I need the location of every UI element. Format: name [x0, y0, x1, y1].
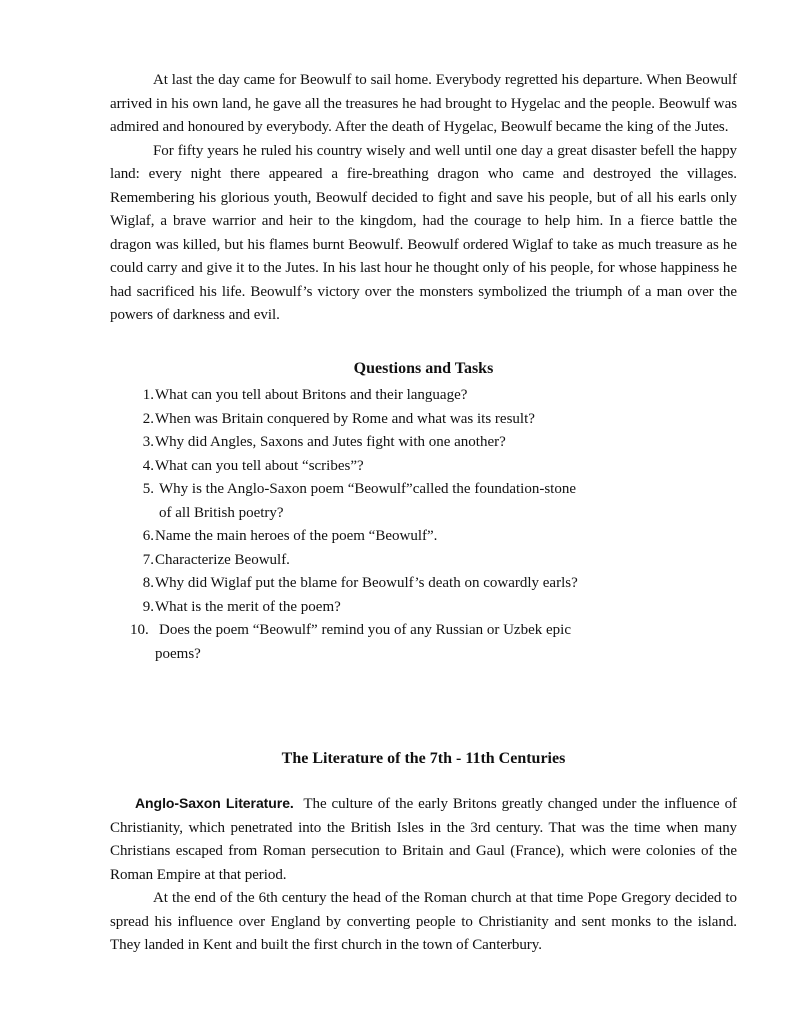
list-item — [110, 455, 590, 479]
question-number: 7. — [142, 551, 154, 568]
question-text: What is the merit of the poem? — [155, 598, 341, 615]
question-text: What can you tell about “scribes”? — [155, 457, 364, 474]
paragraph-dragon: For fifty years he ruled his country wisely and well until one day a great disaster befell the happy land: every night there appeared a fire-breathing dragon who came and destroyed the villages. Remembering his glorious youth, Beowulf decided to fight and save his people, but of all his earls only Wiglaf, a brave warrior and heir to the kingdom, had the courage to help him. In a fierce battle the dragon was killed, but his flames burnt Beowulf. Beowulf ordered Wiglaf to take as much treasure as he could carry and give it to the Jutes. In his last hour he thought only of his people, for whose happiness he had sacrificed his life. Beowulf’s victory over the monsters symbolized the triumph of a man over the powers of darkness and evil. — [110, 142, 737, 323]
question-text: When was Britain conquered by Rome and what was its result? — [155, 410, 535, 427]
question-number: 4. — [142, 457, 154, 474]
question-number: 10. — [130, 622, 149, 638]
question-text: Characterize Beowulf. — [155, 551, 290, 568]
question-number: 8. — [142, 575, 154, 591]
list-item — [110, 549, 590, 573]
section-text — [110, 792, 737, 958]
question-text: Why did Angles, Saxons and Jutes fight with one another? — [155, 434, 506, 450]
question-number: 1. — [142, 387, 154, 403]
question-number: 5. — [142, 481, 154, 497]
list-item — [110, 384, 590, 408]
question-text: Why is the Anglo-Saxon poem “Beowulf”called the foundation-stone of all British poetry? — [159, 481, 576, 521]
question-text: Does the poem “Beowulf” remind you of any Russian or Uzbek epic poems? — [155, 622, 571, 662]
list-item — [110, 431, 590, 455]
question-text: Why did Wiglaf put the blame for Beowulf’s death on cowardly earls? — [155, 575, 578, 591]
question-text: Name the main heroes of the poem “Beowulf”. — [155, 528, 438, 544]
list-item — [110, 596, 590, 620]
paragraph-pope-gregory: At the end of the 6th century the head of the Roman church at that time Pope Gregory decided to spread his influence over England by converting people to Christianity and sent monks to the island. They landed in Kent and built the first church in the town of Canterbury. — [110, 890, 737, 953]
question-number: 9. — [142, 598, 154, 615]
list-item — [110, 572, 590, 596]
run-in-heading: Anglo-Saxon Literature. — [135, 795, 294, 811]
paragraph-anglo-saxon — [110, 792, 737, 887]
paragraph-beowulf-return: At last the day came for Beowulf to sail home. Everybody regretted his departure. When Beowulf arrived in his own land, he gave all the treasures he had brought to Hygelac and the people. Beowulf was admired and honoured by everybody. After the death of Hygelac, Beowulf became the king of the Jutes. — [110, 72, 737, 135]
paragraph-anglo-saxon-text: The culture of the early Britons greatly changed under the influence of Christianity, which penetrated into the British Isles in the 3rd century. That was the time when many Christians escaped from Roman persecution to Britain and Gaul (France), which were colonies of the Roman Empire at that period. — [110, 796, 737, 883]
list-item — [110, 525, 590, 549]
question-text: What can you tell about Britons and their language? — [155, 387, 468, 403]
list-item — [110, 478, 590, 525]
story-text — [110, 69, 737, 328]
questions-heading: Questions and Tasks — [353, 360, 494, 377]
questions-list — [110, 384, 590, 666]
question-number: 2. — [142, 410, 154, 427]
question-number: 6. — [142, 528, 154, 544]
list-item — [110, 408, 590, 432]
question-number: 3. — [142, 434, 154, 450]
section-heading: The Literature of the 7th - 11th Centuries — [281, 750, 566, 767]
list-item — [110, 619, 590, 666]
